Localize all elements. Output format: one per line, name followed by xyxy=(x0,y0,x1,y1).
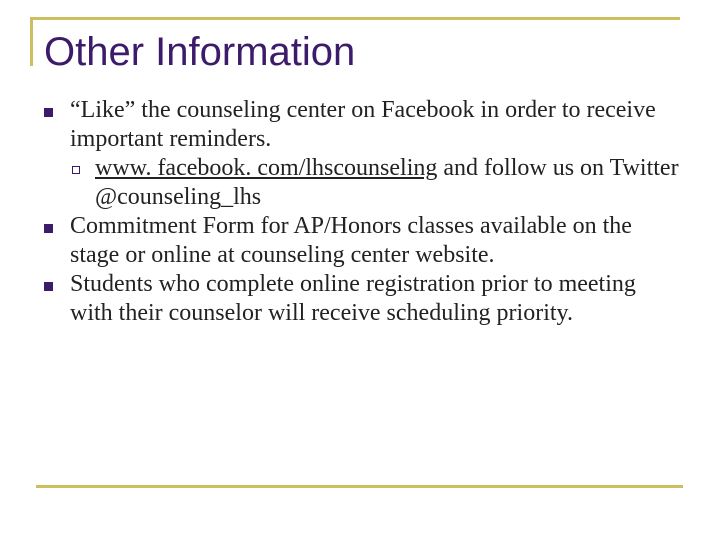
sub-item-text: and follow us on Twitter @counseling_lhs xyxy=(95,155,679,210)
facebook-link[interactable]: www. facebook. com/lhscounseling xyxy=(95,155,438,181)
bullet-list xyxy=(0,96,720,328)
filled-square-bullet-icon xyxy=(44,224,53,233)
sub-list-item-social xyxy=(70,154,680,212)
hollow-square-bullet-icon xyxy=(72,166,80,174)
frame-bottom-rule xyxy=(36,485,683,488)
filled-square-bullet-icon xyxy=(44,108,53,117)
frame-top-rule xyxy=(30,17,680,20)
list-item-facebook xyxy=(0,96,680,212)
list-item-commitment-form xyxy=(0,212,680,270)
list-item-registration xyxy=(0,270,680,328)
frame-left-rule xyxy=(30,17,33,66)
list-item-text: Commitment Form for AP/Honors classes available on the stage or online at counseling center website. xyxy=(70,213,632,268)
list-item-text: “Like” the counseling center on Facebook in order to receive important reminders. xyxy=(70,97,656,152)
slide-title: Other Information xyxy=(44,30,356,74)
filled-square-bullet-icon xyxy=(44,282,53,291)
list-item-text: Students who complete online registration prior to meeting with their counselor will receive scheduling priority. xyxy=(70,271,636,326)
